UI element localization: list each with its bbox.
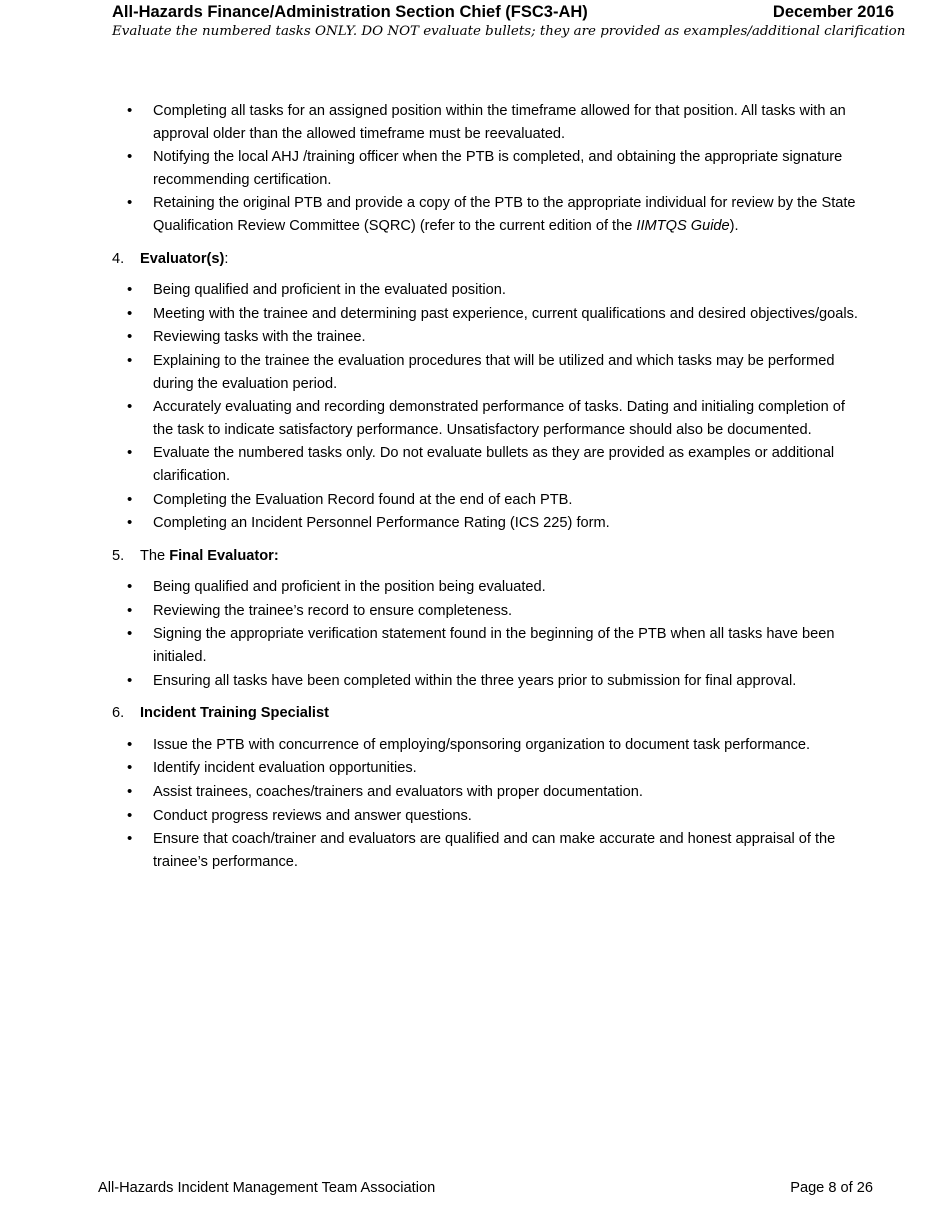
section-heading <box>112 545 860 568</box>
header-title: All-Hazards Finance/Administration Section Chief (FSC3-AH) <box>112 3 588 21</box>
bullet-text: Retaining the original PTB and provide a copy of the PTB to the appropriate individual for review by the State Qualification Review Committee (SQRC) (refer to the current edition of the <box>153 195 856 234</box>
header-date: December 2016 <box>772 3 894 21</box>
section-prefix: The <box>140 547 170 564</box>
list-item <box>112 512 860 535</box>
bullet-text: Completing an Incident Personnel Performance Rating (ICS 225) form. <box>153 515 610 532</box>
list-item <box>112 805 860 828</box>
bullet-icon: • <box>127 328 133 346</box>
bullet-text: Signing the appropriate verification statement found in the beginning of the PTB when all tasks have been initialed. <box>153 626 835 666</box>
bullet-text: Ensure that coach/trainer and evaluators are qualified and can make accurate and honest appraisal of the trainee’s performance. <box>153 831 836 870</box>
list-item <box>112 326 860 349</box>
bullet-text: Notifying the local AHJ /training officer when the PTB is completed, and obtaining the appropriate signature recommending certification. <box>153 149 843 188</box>
list-item <box>112 396 860 441</box>
bullet-icon: • <box>127 735 133 753</box>
bullet-text: Reviewing tasks with the trainee. <box>153 329 366 346</box>
bullet-icon: • <box>127 625 133 643</box>
list-item <box>112 734 860 757</box>
section-number: 5. <box>112 547 125 564</box>
footer-organization: All-Hazards Incident Management Team Association <box>98 1180 436 1196</box>
list-item <box>112 350 860 395</box>
bullet-text: Issue the PTB with concurrence of employing/sponsoring organization to document task performance. <box>153 736 811 753</box>
document-body <box>112 100 860 874</box>
list-item <box>112 303 860 326</box>
list-item <box>112 279 860 302</box>
bullet-icon: • <box>127 194 133 212</box>
bullet-text: Assist trainees, coaches/trainers and evaluators with proper documentation. <box>153 784 643 801</box>
bullet-icon: • <box>127 281 133 299</box>
bullet-icon: • <box>127 102 133 119</box>
bullet-icon: • <box>127 578 133 596</box>
bullet-icon: • <box>127 830 133 848</box>
list-item <box>112 828 860 873</box>
bullet-text: Completing the Evaluation Record found at the end of each PTB. <box>153 491 573 508</box>
bullet-text: Reviewing the trainee’s record to ensure completeness. <box>153 602 513 619</box>
bullet-icon: • <box>127 806 133 824</box>
footer-page-number: Page 8 of 26 <box>790 1180 873 1196</box>
bullet-text: Being qualified and proficient in the position being evaluated. <box>153 579 546 596</box>
bullet-icon: • <box>127 514 133 532</box>
bullet-text: Completing all tasks for an assigned position within the timeframe allowed for that position. All tasks with an approval older than the allowed timeframe must be reevaluated. <box>153 103 846 142</box>
bullet-suffix: ). <box>729 217 739 234</box>
intro-bullet-list <box>112 100 860 238</box>
bullet-icon: • <box>127 490 133 508</box>
section-number: 4. <box>112 250 125 267</box>
list-item <box>112 442 860 487</box>
list-item <box>112 100 860 145</box>
section-bullet-list <box>112 279 860 535</box>
list-item <box>112 757 860 780</box>
bullet-icon: • <box>127 759 133 777</box>
section-heading <box>112 702 860 725</box>
list-item <box>112 623 860 668</box>
guide-title: IIMTQS Guide <box>636 217 730 234</box>
list-item <box>112 781 860 804</box>
list-item <box>112 600 860 623</box>
bullet-icon: • <box>127 351 133 369</box>
bullet-icon: • <box>127 148 133 166</box>
section-suffix: : <box>224 250 229 267</box>
header-note: Evaluate the numbered tasks ONLY. DO NOT evaluate bullets; they are provided as examples/additional clarification <box>112 24 906 39</box>
bullet-icon: • <box>127 601 133 619</box>
section-number: 6. <box>112 705 125 722</box>
list-item <box>112 192 860 237</box>
bullet-text: Accurately evaluating and recording demonstrated performance of tasks. Dating and initialing completion of the task to indicate satisfactory performance. Unsatisfactory performance should also be documented. <box>153 399 845 438</box>
bullet-icon: • <box>127 783 133 801</box>
section-title-bold: Evaluator(s) <box>140 250 225 267</box>
section-title <box>140 248 228 271</box>
list-item <box>112 670 860 693</box>
section-heading <box>112 248 860 271</box>
bullet-text: Evaluate the numbered tasks only. Do not evaluate bullets as they are provided as examples or additional clarification. <box>153 445 835 484</box>
bullet-icon: • <box>127 304 133 322</box>
section-bullet-list <box>112 734 860 874</box>
bullet-text: Identify incident evaluation opportunities. <box>153 760 417 777</box>
bullet-text: Explaining to the trainee the evaluation procedures that will be utilized and which tasks may be performed during the evaluation period. <box>153 352 835 392</box>
bullet-text: Ensuring all tasks have been completed within the three years prior to submission for final approval. <box>153 672 797 689</box>
section-title-bold: Final Evaluator: <box>169 547 279 564</box>
bullet-icon: • <box>127 671 133 689</box>
list-item <box>112 576 860 599</box>
list-item <box>112 146 860 191</box>
list-item <box>112 489 860 512</box>
section-bullet-list <box>112 576 860 692</box>
sections <box>112 248 860 874</box>
bullet-text: Meeting with the trainee and determining past experience, current qualifications and desired objectives/goals. <box>153 305 858 322</box>
bullet-icon: • <box>127 444 133 462</box>
bullet-text: Conduct progress reviews and answer questions. <box>153 807 472 824</box>
section-title <box>140 545 279 568</box>
bullet-text: Being qualified and proficient in the evaluated position. <box>153 282 506 299</box>
section-title <box>140 702 329 725</box>
section-title-bold: Incident Training Specialist <box>140 705 329 722</box>
bullet-icon: • <box>127 398 133 416</box>
